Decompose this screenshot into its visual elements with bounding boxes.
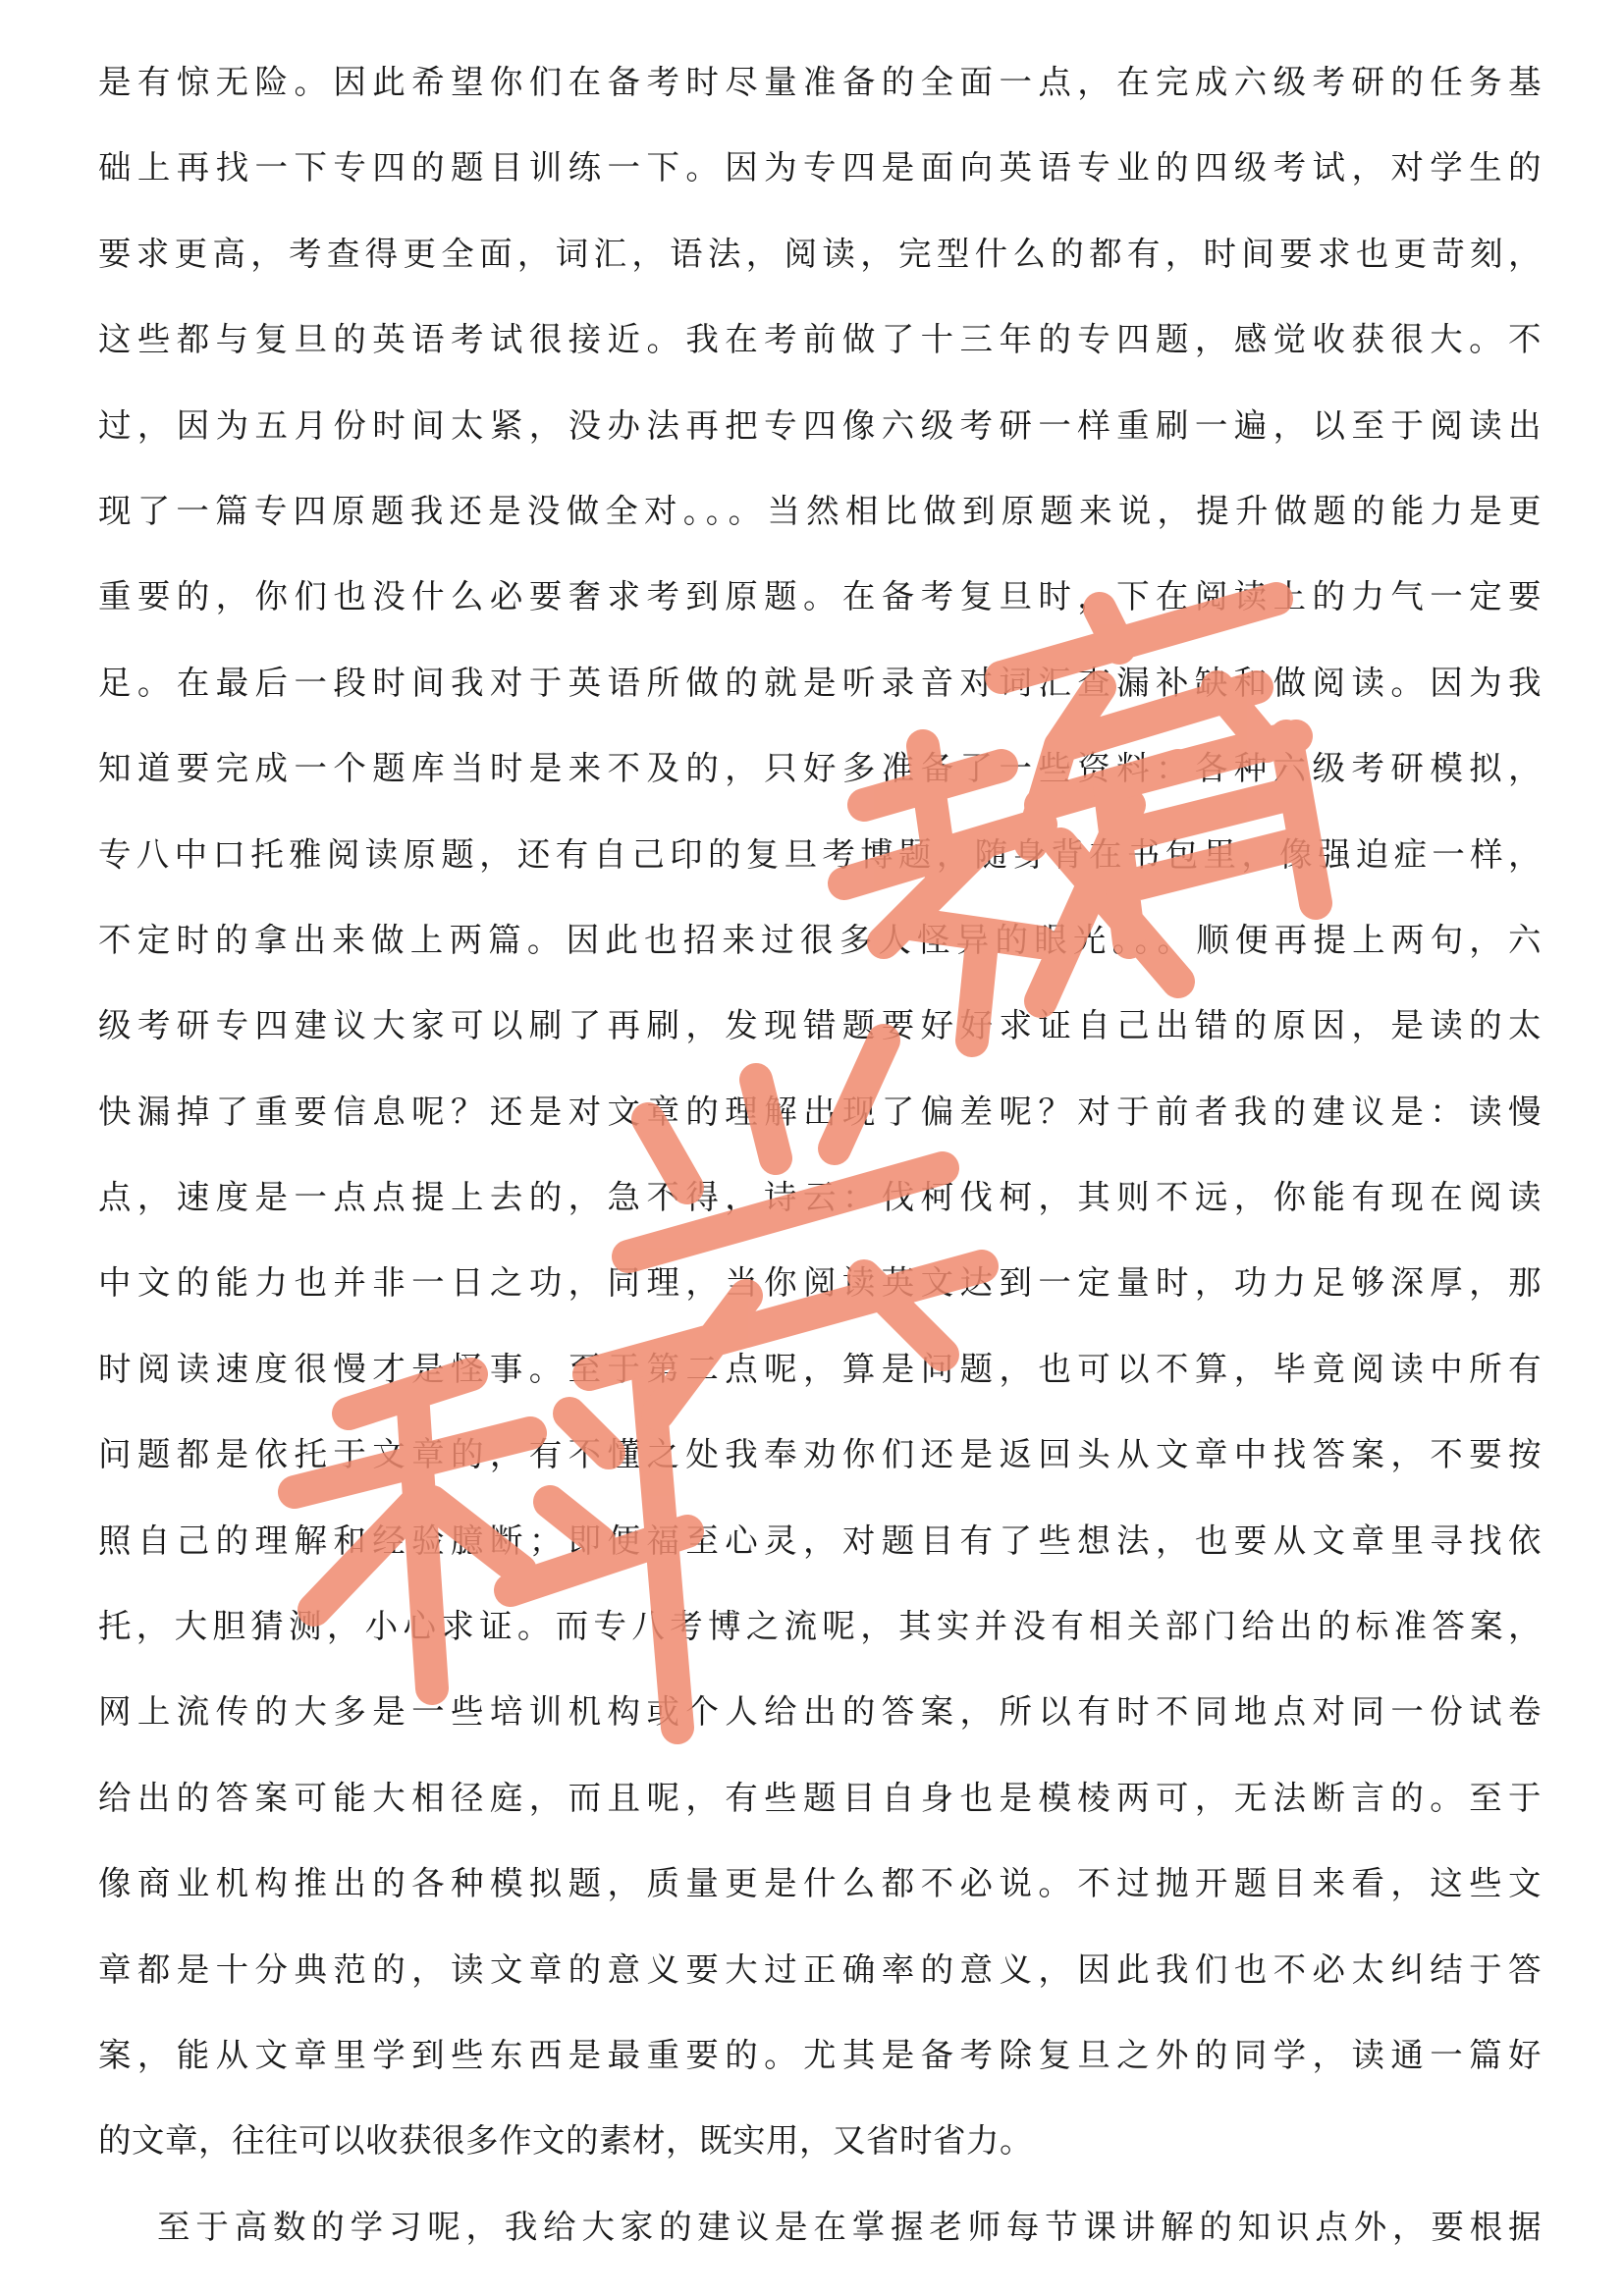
text-line: 章都是十分典范的，读文章的意义要大过正确率的意义，因此我们也不必太纠结于答 bbox=[98, 1949, 1542, 1989]
text-line: 现了一篇专四原题我还是没做全对。。。当然相比做到原题来说，提升做题的能力是更 bbox=[98, 491, 1542, 530]
text-line: 知道要完成一个题库当时是来不及的，只好多准备了一些资料：各种六级考研模拟， bbox=[98, 749, 1542, 788]
text-line: 要求更高，考查得更全面，词汇，语法，阅读，完型什么的都有，时间要求也更苛刻， bbox=[98, 234, 1542, 273]
text-line: 过，因为五月份时间太紧，没办法再把专四像六级考研一样重刷一遍，以至于阅读出 bbox=[98, 405, 1542, 445]
text-line: 础上再找一下专四的题目训练一下。因为专四是面向英语专业的四级考试，对学生的 bbox=[98, 148, 1542, 187]
text-line: 问题都是依托于文章的，有不懂之处我奉劝你们还是返回头从文章中找答案，不要按 bbox=[98, 1435, 1542, 1474]
text-line: 级考研专四建议大家可以刷了再刷，发现错题要好好求证自己出错的原因，是读的太 bbox=[98, 1006, 1542, 1045]
text-line: 像商业机构推出的各种模拟题，质量更是什么都不必说。不过抛开题目来看，这些文 bbox=[98, 1864, 1542, 1903]
paragraph-2 bbox=[98, 2184, 1542, 2269]
text-line: 托，大胆猜测，小心求证。而专八考博之流呢，其实并没有相关部门给出的标准答案， bbox=[98, 1607, 1542, 1646]
text-line: 点，速度是一点点提上去的，急不得，诗云：伐柯伐柯，其则不远，你能有现在阅读 bbox=[98, 1178, 1542, 1217]
text-line: 的文章，往往可以收获很多作文的素材，既实用，又省时省力。 bbox=[98, 2121, 1033, 2161]
text-line: 重要的，你们也没什么必要奢求考到原题。在备考复旦时，下在阅读上的力气一定要 bbox=[98, 577, 1542, 616]
paragraph-1 bbox=[98, 39, 1542, 2184]
text-line: 网上流传的大多是一些培训机构或个人给出的答案，所以有时不同地点对同一份试卷 bbox=[98, 1692, 1542, 1732]
text-line: 案，能从文章里学到些东西是最重要的。尤其是备考除复旦之外的同学，读通一篇好 bbox=[98, 2035, 1542, 2074]
text-line: 至于高数的学习呢，我给大家的建议是在掌握老师每节课讲解的知识点外，要根据 bbox=[157, 2207, 1542, 2246]
text-line: 这些都与复旦的英语考试很接近。我在考前做了十三年的专四题，感觉收获很大。不 bbox=[98, 320, 1542, 359]
text-line: 是有惊无险。因此希望你们在备考时尽量准备的全面一点，在完成六级考研的任务基 bbox=[98, 63, 1542, 101]
text-line: 给出的答案可能大相径庭，而且呢，有些题目自身也是模棱两可，无法断言的。至于 bbox=[98, 1778, 1542, 1817]
text-line: 不定时的拿出来做上两篇。因此也招来过很多人怪异的眼光。。。顺便再提上两句，六 bbox=[98, 920, 1542, 959]
document-body bbox=[98, 39, 1542, 2269]
text-line: 时阅读速度很慢才是怪事。至于第二点呢，算是问题，也可以不算，毕竟阅读中所有 bbox=[98, 1349, 1542, 1388]
text-line: 足。在最后一段时间我对于英语所做的就是听录音对词汇查漏补缺和做阅读。因为我 bbox=[98, 663, 1542, 702]
text-line: 照自己的理解和经验臆断；即便福至心灵，对题目有了些想法，也要从文章里寻找依 bbox=[98, 1521, 1542, 1560]
text-line: 中文的能力也并非一日之功，同理，当你阅读英文达到一定量时，功力足够深厚，那 bbox=[98, 1263, 1542, 1303]
text-line: 专八中口托雅阅读原题，还有自己印的复旦考博题，随身背在书包里，像强迫症一样， bbox=[98, 834, 1542, 874]
text-line: 快漏掉了重要信息呢？还是对文章的理解出现了偏差呢？对于前者我的建议是：读慢 bbox=[98, 1092, 1542, 1131]
